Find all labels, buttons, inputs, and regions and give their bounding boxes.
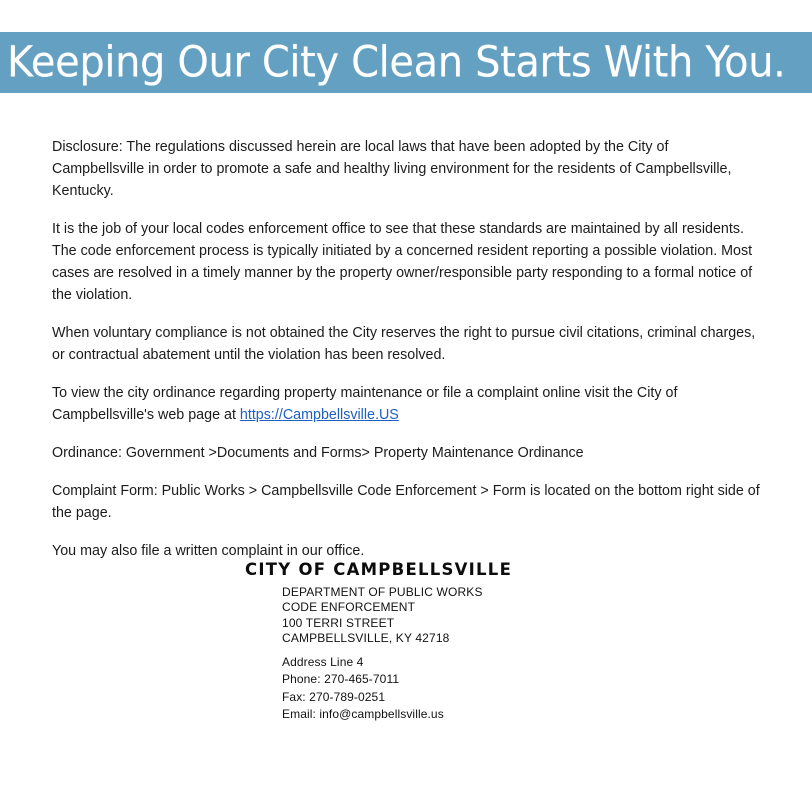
footer-address-line-4: Address Line 4	[282, 654, 364, 669]
paragraph-complaint-form-path: Complaint Form: Public Works > Campbellsville Code Enforcement > Form is located on the bottom right side of the page.	[52, 483, 760, 521]
paragraph-written-complaint: You may also file a written complaint in our office.	[52, 543, 365, 559]
footer-phone: Phone: 270-465-7011	[282, 672, 400, 687]
footer-contact-group	[282, 654, 665, 724]
footer-address-line: CODE ENFORCEMENT	[282, 600, 416, 615]
paragraph-ordinance-path: Ordinance: Government >Documents and Forms> Property Maintenance Ordinance	[52, 445, 584, 461]
paragraph-disclosure: Disclosure: The regulations discussed herein are local laws that have been adopted by the City of Campbellsville in order to promote a safe and healthy living environment for the residents of Campbellsville, Kentucky.	[52, 139, 732, 199]
web-page-text: To view the city ordinance regarding property maintenance or file a complaint online visit the City of Campbellsville's web page at	[52, 385, 678, 423]
footer-contact-block	[245, 560, 665, 724]
footer-address-line: CAMPBELLSVILLE, KY 42718	[282, 631, 450, 646]
document-body	[52, 136, 760, 562]
footer-fax: Fax: 270-789-0251	[282, 689, 386, 704]
page-banner	[0, 32, 812, 93]
footer-address-group	[282, 585, 665, 647]
footer-address-line: DEPARTMENT OF PUBLIC WORKS	[282, 585, 483, 599]
paragraph-voluntary-compliance: When voluntary compliance is not obtained the City reserves the right to pursue civil citations, criminal charges, or contractual abatement until the violation has been resolved.	[52, 325, 756, 363]
footer-organization-title: CITY OF CAMPBELLSVILLE	[245, 560, 513, 579]
footer-address-line: 100 TERRI STREET	[282, 615, 395, 630]
banner-title: Keeping Our City Clean Starts With You.	[7, 37, 786, 87]
paragraph-code-enforcement-process: It is the job of your local codes enforcement office to see that these standards are maintained by all residents. The code enforcement process is typically initiated by a concerned resident reporting a possible violation. Most cases are resolved in a timely manner by the property owner/responsible party responding to a formal notice of the violation.	[52, 221, 753, 303]
paragraph-web-page	[52, 382, 760, 426]
campbellsville-website-link[interactable]: https://Campbellsville.US	[239, 407, 399, 423]
footer-email: Email: info@campbellsville.us	[282, 707, 444, 722]
